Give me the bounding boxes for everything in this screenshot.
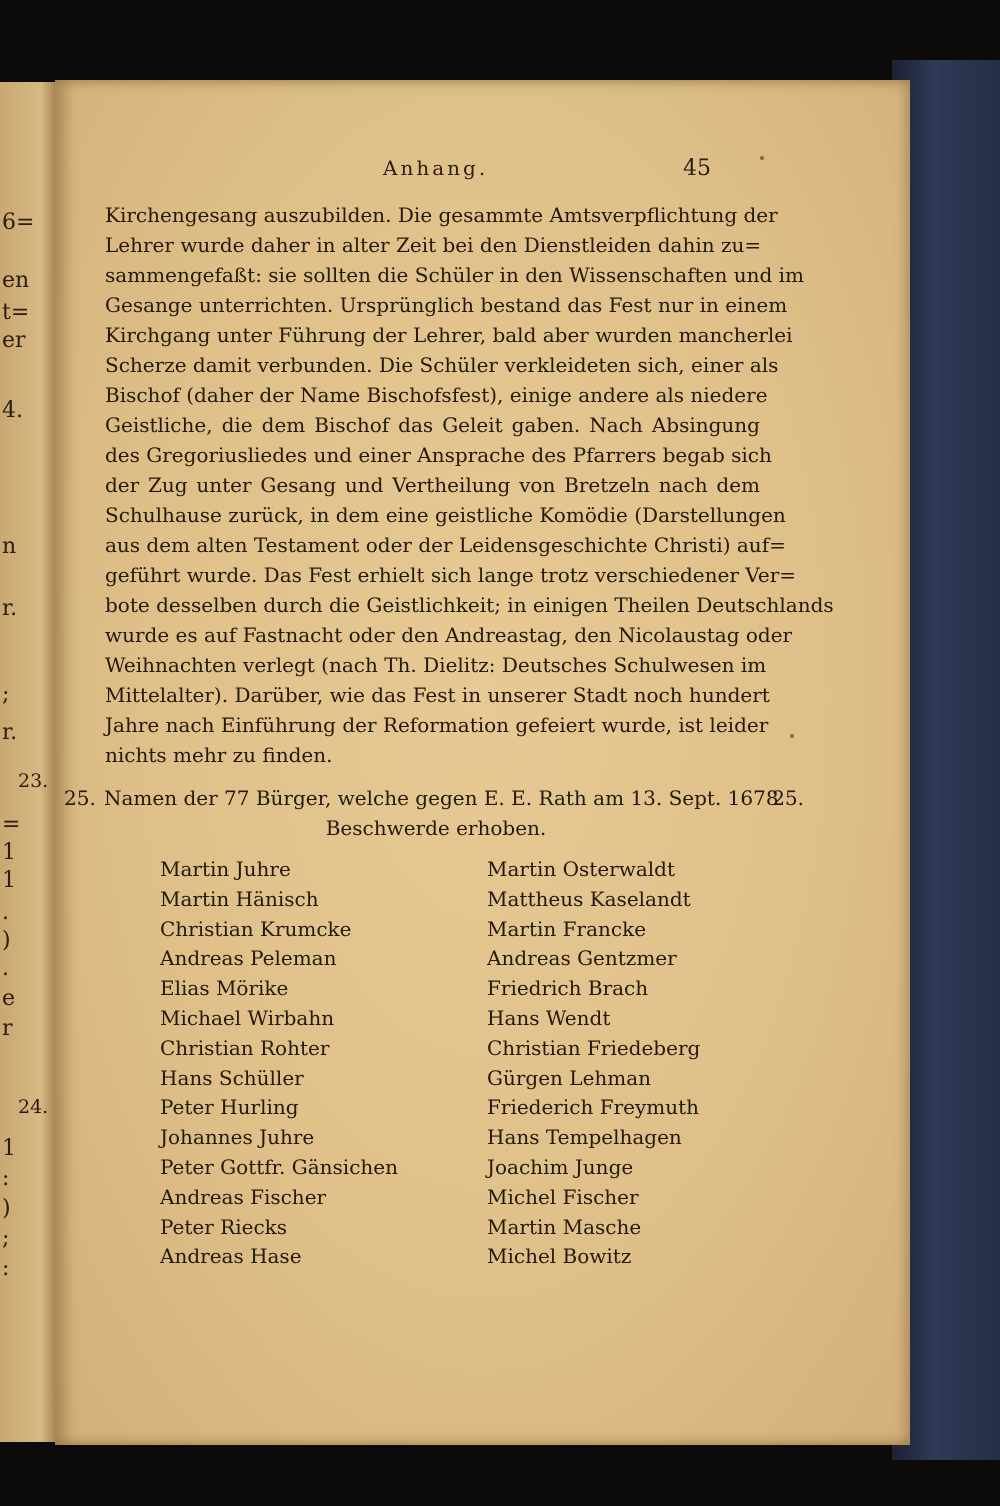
list-item: Martin Masche <box>487 1214 642 1239</box>
margin-fragment: . <box>2 900 9 925</box>
body-paragraph <box>105 200 834 770</box>
section-number-right: 25. <box>772 786 804 810</box>
list-item: Martin Juhre <box>160 857 291 881</box>
list-item: Friedrich Brach <box>487 976 649 1001</box>
list-item: Elias Mörike <box>160 976 289 1001</box>
margin-fragment: r. <box>2 596 18 621</box>
list-item: Martin Osterwaldt <box>487 857 676 881</box>
adjacent-page-strip <box>0 82 58 1442</box>
margin-fragment: ; <box>2 1226 10 1251</box>
page-number: 45 <box>683 156 711 181</box>
text-line: Lehrer wurde daher in alter Zeit bei den Dienstleiden dahin zu= <box>105 233 762 257</box>
margin-fragment: 23. <box>18 770 49 792</box>
text-line: Mittelalter). Darüber, wie das Fest in unserer Stadt noch hundert <box>105 683 770 707</box>
margin-fragment: ) <box>2 1196 11 1221</box>
names-list-left <box>160 855 398 1272</box>
list-item: Martin Hänisch <box>160 886 319 911</box>
text-line: nichts mehr zu finden. <box>105 743 333 767</box>
section-heading <box>64 786 804 816</box>
list-item: Joachim Junge <box>487 1154 634 1179</box>
margin-fragment: . <box>2 956 9 981</box>
text-line: Gesange unterrichten. Ursprünglich bestand das Fest nur in einem <box>105 293 788 317</box>
list-item: Michael Wirbahn <box>160 1005 335 1030</box>
text-line: der Zug unter Gesang und Vertheilung von Bretzeln nach dem <box>105 473 760 497</box>
text-line: Kirchgang unter Führung der Lehrer, bald aber wurden mancherlei <box>105 323 793 347</box>
list-item: Andreas Fischer <box>160 1184 327 1209</box>
margin-fragment: er <box>2 328 26 353</box>
text-line: Weihnachten verlegt (nach Th. Dielitz: Deutsches Schulwesen im <box>105 653 767 677</box>
text-line: sammengefaßt: sie sollten die Schüler in den Wissenschaften und im <box>105 263 804 287</box>
section-number-left: 25. <box>64 786 96 810</box>
margin-fragment: 1 <box>2 868 16 893</box>
list-item: Andreas Peleman <box>160 946 337 971</box>
margin-fragment: : <box>2 1166 10 1191</box>
margin-fragment: t= <box>2 300 30 325</box>
list-item: Peter Gottfr. Gänsichen <box>160 1154 398 1179</box>
list-item: Hans Wendt <box>487 1005 611 1030</box>
margin-fragment: r. <box>2 720 18 745</box>
list-item: Michel Fischer <box>487 1184 639 1209</box>
list-item: Peter Riecks <box>160 1214 288 1239</box>
list-item: Christian Rohter <box>160 1035 330 1060</box>
text-line: Scherze damit verbunden. Die Schüler verkleideten sich, einer als <box>105 353 779 377</box>
text-line: Geistliche, die dem Bischof das Geleit gaben. Nach Absingung <box>105 413 760 437</box>
list-item: Hans Schüller <box>160 1065 304 1090</box>
list-item: Christian Friedeberg <box>487 1035 701 1060</box>
page-header <box>0 156 1000 186</box>
margin-fragment: 4. <box>2 398 23 423</box>
list-item: Johannes Juhre <box>160 1125 315 1150</box>
list-item: Andreas Hase <box>160 1244 302 1269</box>
margin-fragment: ) <box>2 928 11 953</box>
margin-fragment: 1 <box>2 840 16 865</box>
margin-fragment: ; <box>2 682 10 707</box>
margin-fragment: = <box>2 812 21 837</box>
list-item: Andreas Gentzmer <box>487 946 677 971</box>
paper-speck <box>760 156 764 160</box>
list-item: Martin Francke <box>487 916 647 941</box>
list-item: Peter Hurling <box>160 1095 299 1120</box>
section-title: Namen der 77 Bürger, welche gegen E. E. Rath am 13. Sept. 1678 <box>104 786 779 810</box>
margin-fragment: 6= <box>2 210 35 235</box>
text-line: bote desselben durch die Geistlichkeit; in einigen Theilen Deutschlands <box>105 593 834 617</box>
margin-fragment: 1 <box>2 1136 16 1161</box>
margin-fragment: r <box>2 1016 13 1041</box>
margin-fragment: e <box>2 986 16 1011</box>
list-item: Friederich Freymuth <box>487 1095 700 1120</box>
running-title: Anhang. <box>383 156 489 180</box>
margin-fragment: : <box>2 1256 10 1281</box>
text-line: Schulhause zurück, in dem eine geistliche Komödie (Darstellungen <box>105 503 786 527</box>
text-line: geführt wurde. Das Fest erhielt sich lange trotz verschiedener Ver= <box>105 563 797 587</box>
margin-fragment: 24. <box>18 1096 49 1118</box>
margin-fragment: en <box>2 268 30 293</box>
names-list-right <box>487 855 700 1272</box>
list-item: Michel Bowitz <box>487 1244 632 1269</box>
text-line: aus dem alten Testament oder der Leidensgeschichte Christi) auf= <box>105 533 786 557</box>
text-line: Kirchengesang auszubilden. Die gesammte Amtsverpflichtung der <box>105 203 778 227</box>
list-item: Gürgen Lehman <box>487 1065 652 1090</box>
list-item: Hans Tempelhagen <box>487 1125 682 1150</box>
margin-fragment: n <box>2 534 17 559</box>
text-line: des Gregoriusliedes und einer Ansprache des Pfarrers begab sich <box>105 443 772 467</box>
text-line: Jahre nach Einführung der Reformation gefeiert wurde, ist leider <box>105 713 769 737</box>
section-title-continued: Beschwerde erhoben. <box>325 816 547 840</box>
paper-speck <box>790 734 794 738</box>
text-line: wurde es auf Fastnacht oder den Andreastag, den Nicolaustag oder <box>105 623 793 647</box>
list-item: Mattheus Kaselandt <box>487 886 691 911</box>
text-line: Bischof (daher der Name Bischofsfest), einige andere als niedere <box>105 383 768 407</box>
list-item: Christian Krumcke <box>160 916 352 941</box>
